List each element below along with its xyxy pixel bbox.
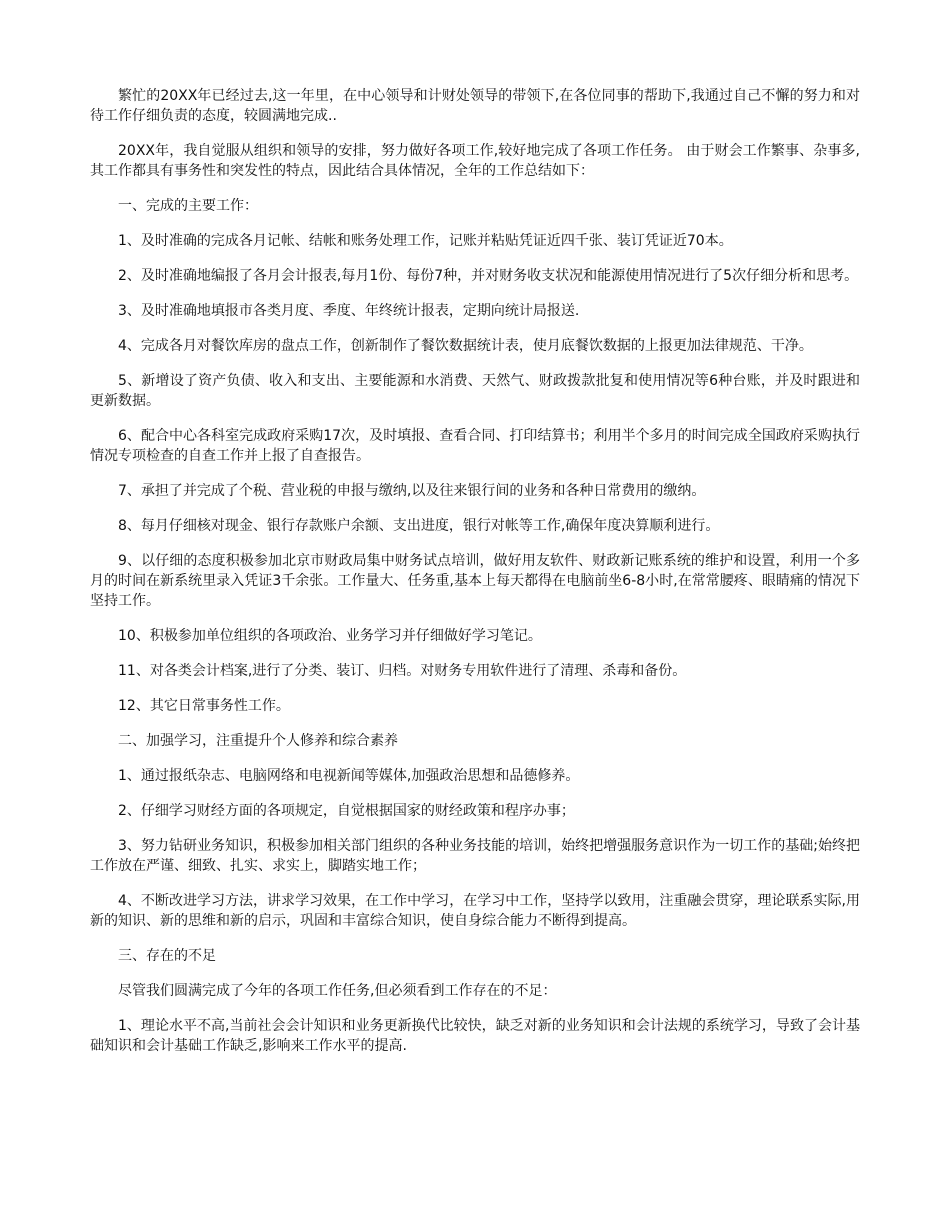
- section-heading-shortcomings: 三、存在的不足: [118, 948, 216, 964]
- learning-item-2: 2、仔细学习财经方面的各项规定，自觉根据国家的财经政策和程序办事；: [118, 803, 575, 819]
- work-item-7: 7、承担了并完成了个税、营业税的申报与缴纳,以及往来银行间的业务和各种日常费用的缴纳。: [118, 483, 706, 499]
- learning-item-1: 1、通过报纸杂志、电脑网络和电视新闻等媒体,加强政治思想和品德修养。: [118, 768, 580, 784]
- work-item-8: 8、每月仔细核对现金、银行存款账户余额、支出进度，银行对帐等工作,确保年度决算顺利进行。: [118, 518, 720, 534]
- overview-paragraph: 20XX年，我自觉服从组织和领导的安排，努力做好各项工作,较好地完成了各项工作任务。 由于财会工作繁事、杂事多,其工作都具有事务性和突发性的特点，因此结合具体情况，全年的工作总结如下：: [90, 143, 860, 179]
- work-item-12: 12、其它日常事务性工作。: [118, 698, 290, 714]
- section-heading-learning: 二、加强学习，注重提升个人修养和综合素养: [118, 733, 398, 749]
- work-item-1: 1、及时准确的完成各月记帐、结帐和账务处理工作，记账并粘贴凭证近四千张、装订凭证近70本。: [118, 233, 733, 249]
- intro-paragraph: 繁忙的20XX年已经过去,这一年里，在中心领导和计财处领导的带领下,在各位同事的帮助下,我通过自己不懈的努力和对待工作仔细负责的态度，较圆满地完成..: [90, 88, 860, 124]
- work-item-6: 6、配合中心各科室完成政府采购17次，及时填报、查看合同、打印结算书；利用半个多月的时间完成全国政府采购执行情况专项检查的自查工作并上报了自查报告。: [90, 428, 860, 464]
- document-page: [90, 86, 860, 1071]
- section-heading-main-work: 一、完成的主要工作：: [118, 198, 258, 214]
- work-item-9: 9、以仔细的态度积极参加北京市财政局集中财务试点培训，做好用友软件、财政新记账系统的维护和设置，利用一个多月的时间在新系统里录入凭证3千余张。工作量大、任务重,基本上每天都得在电脑前坐6-8小时,在常常腰疼、眼睛痛的情况下坚持工作。: [90, 553, 860, 609]
- learning-item-4: 4、不断改进学习方法，讲求学习效果，在工作中学习，在学习中工作，坚持学以致用，注重融会贯穿，理论联系实际,用新的知识、新的思维和新的启示，巩固和丰富综合知识，使自身综合能力不断得到提高。: [90, 893, 860, 929]
- work-item-4: 4、完成各月对餐饮库房的盘点工作，创新制作了餐饮数据统计表，使月底餐饮数据的上报更加法律规范、干净。: [118, 338, 813, 354]
- work-item-10: 10、积极参加单位组织的各项政治、业务学习并仔细做好学习笔记。: [118, 628, 542, 644]
- learning-item-3: 3、努力钻研业务知识，积极参加相关部门组织的各种业务技能的培训，始终把增强服务意识作为一切工作的基础;始终把工作放在严谨、细致、扎实、求实上，脚踏实地工作；: [90, 838, 860, 874]
- work-item-5: 5、新增设了资产负债、收入和支出、主要能源和水消费、天然气、财政拨款批复和使用情况等6种台账，并及时跟进和更新数据。: [90, 373, 860, 409]
- shortcomings-intro: 尽管我们圆满完成了今年的各项工作任务,但必须看到工作存在的不足：: [118, 983, 557, 999]
- shortcoming-item-1: 1、理论水平不高,当前社会会计知识和业务更新换代比较快，缺乏对新的业务知识和会计法规的系统学习，导致了会计基础知识和会计基础工作缺乏,影响来工作水平的提高.: [90, 1018, 860, 1054]
- work-item-11: 11、对各类会计档案,进行了分类、装订、归档。对财务专用软件进行了清理、杀毒和备份。: [118, 663, 687, 679]
- work-item-3: 3、及时准确地填报市各类月度、季度、年终统计报表，定期向统计局报送.: [118, 303, 580, 319]
- work-item-2: 2、及时准确地编报了各月会计报表,每月1份、每份7种，并对财务收支状况和能源使用情况进行了5次仔细分析和思考。: [118, 268, 859, 284]
